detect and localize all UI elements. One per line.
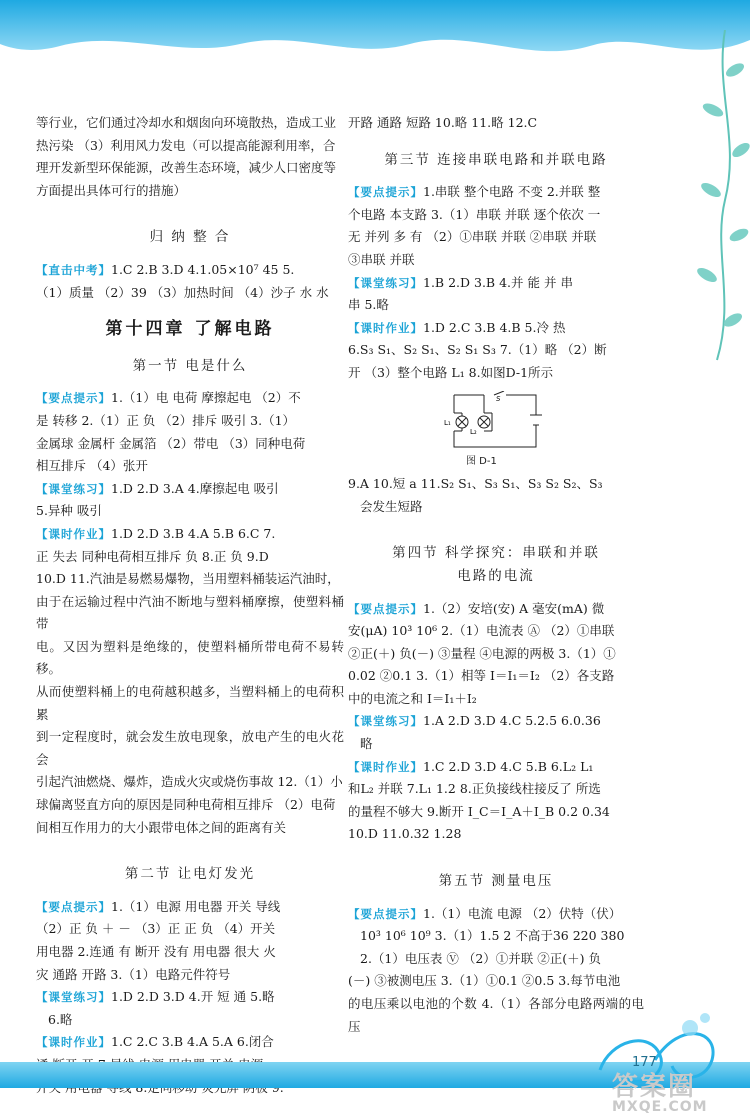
s4-kt-line-2: 略 bbox=[360, 736, 373, 752]
left-column bbox=[36, 112, 344, 1099]
s1-yd-line-4: 相互排斥 （4）张开 bbox=[36, 458, 148, 474]
vine-decoration bbox=[655, 30, 750, 370]
s1-ks-line-8: 引起汽油燃烧、爆炸，造成火灾或烧伤事故 12.（1）小 bbox=[36, 774, 343, 790]
section-3-title: 第三节 连接串联电路和并联电路 bbox=[384, 151, 608, 168]
s3-yd-line-4: ③串联 并联 bbox=[348, 251, 415, 267]
intro-line-2: 热污染 （3）利用风力发电（可以提高能源利用率，合 bbox=[36, 137, 336, 153]
s3-yd-line-3: 无 并列 多 有 （2）①串联 并联 ②串联 并联 bbox=[348, 229, 597, 245]
s4-ks-line-2: 和L₂ 并联 7.L₁ 1.2 8.正负接线柱接反了 所选 bbox=[348, 781, 601, 797]
header-wave-banner bbox=[0, 0, 750, 70]
s5-yd-line-4: (－) ③被测电压 3.（1）①0.1 ②0.5 3.每节电池 bbox=[348, 973, 621, 989]
zk-line-2: （1）质量 （2）39 （3）加热时间 （4）沙子 水 水 bbox=[36, 284, 329, 300]
label-switch: S bbox=[496, 394, 501, 403]
zk-tag: 【直击中考】 bbox=[36, 262, 111, 277]
s2-yd-line-1: 【要点提示】1.（1）电源 用电器 开关 导线 bbox=[36, 898, 281, 914]
intro-line-4: 方面提出具体可行的措施） bbox=[36, 182, 187, 198]
chapter-title: 第十四章 了解电路 bbox=[105, 319, 275, 340]
r-line-1: 开路 通路 短路 10.略 11.略 12.C bbox=[348, 115, 538, 130]
s3-ks-line-2: 6.S₃ S₁、S₂ S₁、S₂ S₁ S₃ 7.（1）略 （2）断 bbox=[348, 342, 607, 358]
s1-ks-line-9: 球偏离竖直方向的原因是同种电荷相互排斥 （2）电荷 bbox=[36, 797, 336, 813]
s1-ks-line-4: 由于在运输过程中汽油不断地与塑料桶摩擦，使塑料桶带 bbox=[36, 593, 344, 632]
section-5-title: 第五节 测量电压 bbox=[438, 873, 554, 890]
zk-line-1: 【直击中考】1.C 2.B 3.D 4.1.05×10⁷ 45 5. bbox=[36, 261, 295, 277]
s2-yd-line-2: （2）正 负 ＋ － （3）正 正 负 （4）开关 bbox=[36, 921, 276, 937]
label-l1: L₁ bbox=[444, 418, 451, 427]
s1-yd-line-3: 金属球 金属杆 金属箔 （2）带电 （3）同种电荷 bbox=[36, 435, 306, 451]
intro-line-3: 理开发新型环保能源，改善生态环境，减少人口密度等 bbox=[36, 160, 337, 176]
s5-yd-line-1: 【要点提示】1.（1）电流 电源 （2）伏特（伏） bbox=[348, 905, 622, 921]
s2-yd-line-4: 灾 通路 开路 3.（1）电路元件符号 bbox=[36, 966, 231, 982]
section-1-title: 第一节 电是什么 bbox=[132, 357, 248, 374]
s2-ks-line-1: 【课时作业】1.C 2.C 3.B 4.A 5.A 6.闭合 bbox=[36, 1034, 274, 1050]
s3-yd-line-2: 个电路 本支路 3.（1）串联 并联 逐个依次 一 bbox=[348, 206, 601, 222]
s1-kt-line-2: 5.异种 吸引 bbox=[36, 503, 102, 519]
page-number: 177 bbox=[632, 1055, 657, 1070]
s4-yd-line-1: 【要点提示】1.（2）安培(安) A 毫安(mA) 微 bbox=[348, 600, 605, 616]
s5-yd-line-5: 的电压乘以电池的个数 4.（1）各部分电路两端的电压 bbox=[348, 996, 644, 1034]
s1-ks-line-7: 到一定程度时，就会发生放电现象，放电产生的电火花会 bbox=[36, 729, 344, 767]
s1-yd-line-1: 【要点提示】1.（1）电 电荷 摩擦起电 （2）不 bbox=[36, 390, 301, 406]
s3-ks-line-1: 【课时作业】1.D 2.C 3.B 4.B 5.冷 热 bbox=[348, 319, 566, 335]
s4-ks-line-1: 【课时作业】1.C 2.D 3.D 4.C 5.B 6.L₂ L₁ bbox=[348, 758, 594, 774]
s5-yd-line-2: 10³ 10⁶ 10⁹ 3.（1）1.5 2 不高于36 220 380 bbox=[360, 928, 625, 944]
s4-ks-line-4: 10.D 11.0.32 1.28 bbox=[348, 826, 462, 842]
intro-line-1: 等行业，它们通过冷却水和烟囱向环境散热，造成工业 bbox=[36, 115, 337, 130]
s2-yd-line-3: 用电器 2.连通 有 断开 没有 用电器 很大 火 bbox=[36, 944, 276, 959]
section-2-title: 第二节 让电灯发光 bbox=[124, 866, 256, 883]
s1-ks-line-1: 【课时作业】1.D 2.D 3.B 4.A 5.B 6.C 7. bbox=[36, 525, 276, 541]
s1-ks-line-10: 间相互作用力的大小跟带电体之间的距离有关 bbox=[36, 819, 287, 835]
s1-ks-line-5: 电。又因为塑料是绝缘的，使塑料桶所带电荷不易转移。 bbox=[36, 638, 344, 677]
s1-kt-line-1: 【课堂练习】1.D 2.D 3.A 4.摩擦起电 吸引 bbox=[36, 480, 279, 496]
s3-yd-line-1: 【要点提示】1.串联 整个电路 不变 2.并联 整 bbox=[348, 184, 601, 200]
s4-yd-line-4: 0.02 ②0.1 3.（1）相等 I＝I₁＝I₂ （2）各支路 bbox=[348, 668, 615, 684]
watermark-logo: 答案圈 MXQE.COM bbox=[612, 1072, 708, 1115]
s3-kt-line-2: 串 5.略 bbox=[348, 297, 389, 313]
circuit-diagram-d1 bbox=[444, 391, 544, 451]
section-4-title-2: 电路的电流 bbox=[457, 567, 535, 584]
s2-kt-line-1: 【课堂练习】1.D 2.D 3.D 4.开 短 通 5.略 bbox=[36, 989, 275, 1005]
summary-heading: 归 纳 整 合 bbox=[149, 229, 231, 246]
s3-kt-line-1: 【课堂练习】1.B 2.D 3.B 4.并 能 并 串 bbox=[348, 274, 573, 290]
section-4-title-1: 第四节 科学探究：串联和并联 bbox=[392, 545, 600, 562]
s4-yd-line-3: ②正(＋) 负(－) ③量程 ④电源的两极 3.（1）① bbox=[348, 645, 616, 661]
s3-ks-line-3: 开 （3）整个电路 L₁ 8.如图D-1所示 bbox=[348, 364, 554, 380]
s4-kt-line-1: 【课堂练习】1.A 2.D 3.D 4.C 5.2.5 6.0.36 bbox=[348, 713, 601, 729]
label-l2: L₂ bbox=[470, 427, 477, 436]
s4-yd-line-2: 安(μA) 10³ 10⁶ 2.（1）电流表 Ⓐ （2）①串联 bbox=[348, 623, 615, 639]
s5-yd-line-3: 2.（1）电压表 Ⓥ （2）①并联 ②正(＋) 负 bbox=[360, 950, 601, 966]
s1-ks-line-2: 正 失去 同种电荷相互排斥 负 8.正 负 9.D bbox=[36, 548, 269, 564]
s1-ks-line-3: 10.D 11.汽油是易燃易爆物，当用塑料桶装运汽油时， bbox=[36, 571, 340, 587]
figure-caption: 图 D-1 bbox=[466, 455, 497, 467]
s1-yd-line-2: 是 转移 2.（1）正 负 （2）排斥 吸引 3.（1） bbox=[36, 412, 296, 428]
s4-yd-line-5: 中的电流之和 I＝I₁＋I₂ bbox=[348, 690, 477, 706]
s2-kt-line-2: 6.略 bbox=[48, 1011, 73, 1027]
s3-ks-line-5: 会发生短路 bbox=[360, 498, 423, 514]
s3-ks-line-4: 9.A 10.短 a 11.S₂ S₁、S₃ S₁、S₃ S₂ S₂、S₃ bbox=[348, 476, 603, 492]
right-column bbox=[348, 112, 644, 1038]
s1-ks-line-6: 从而使塑料桶上的电荷越积越多，当塑料桶上的电荷积累 bbox=[36, 684, 344, 722]
s4-ks-line-3: 的量程不够大 9.断开 I_C＝I_A＋I_B 0.2 0.34 bbox=[348, 803, 610, 819]
